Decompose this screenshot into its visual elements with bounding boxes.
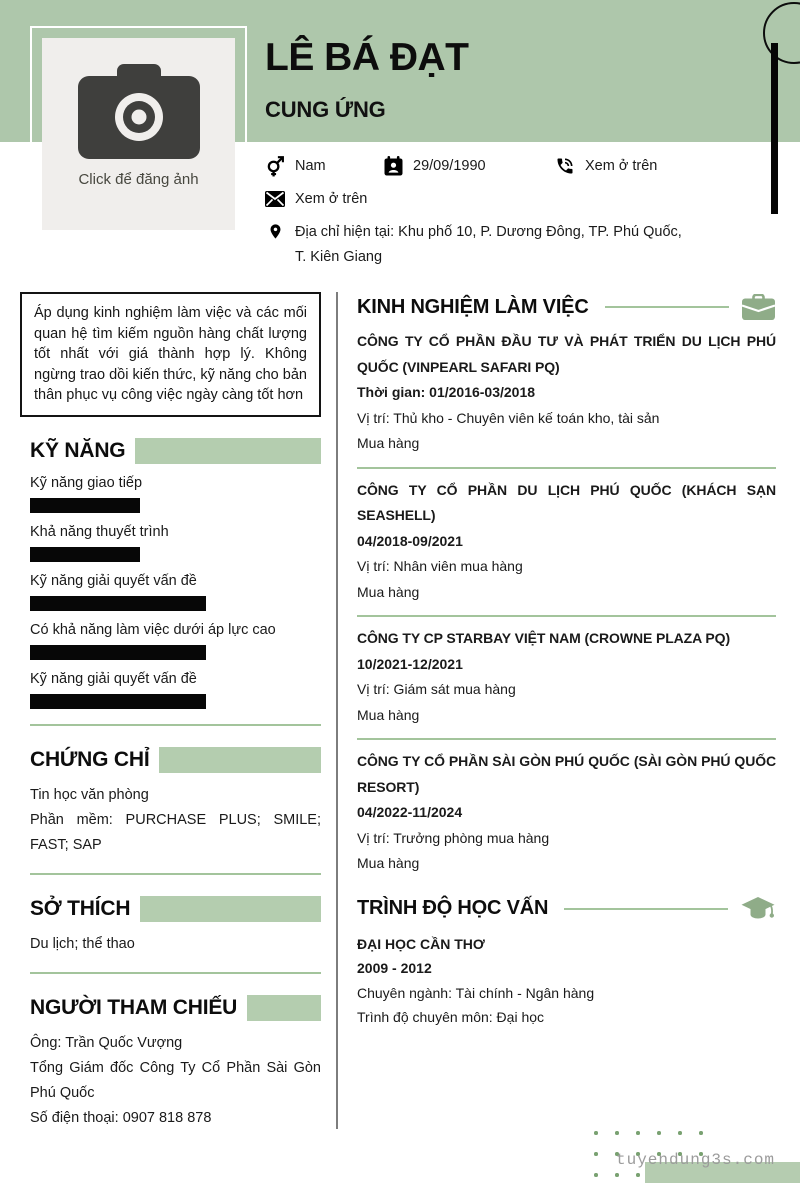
heading-accent-block — [135, 438, 321, 464]
reference-line: Số điện thoại: 0907 818 878 — [30, 1109, 212, 1126]
contact-address — [265, 220, 687, 270]
certificate-line: Phần mềm: PURCHASE PLUS; SMILE; FAST; SAP — [30, 811, 321, 853]
reference-line: Ông: Trần Quốc Vượng — [30, 1034, 183, 1051]
hobbies-title: SỞ THÍCH — [30, 896, 131, 920]
phone-value: Xem ở trên — [585, 158, 658, 174]
decor-dot — [699, 1131, 703, 1135]
education-title: TRÌNH ĐỘ HỌC VẤN — [357, 897, 549, 919]
location-pin-icon — [265, 220, 285, 242]
entry-divider — [357, 615, 776, 617]
experience-entry — [357, 329, 776, 457]
heading-accent-line — [605, 306, 729, 308]
company-name: CÔNG TY CỔ PHẦN ĐẦU TƯ VÀ PHÁT TRIỂN DU LỊCH PHÚ QUỐC (VINPEARL SAFARI PQ) — [357, 333, 776, 375]
decor-dot — [636, 1173, 640, 1177]
study-period: 2009 - 2012 — [357, 960, 432, 976]
degree: Trình độ chuyên môn: Đại học — [357, 1009, 545, 1025]
work-period: 10/2021-12/2021 — [357, 655, 463, 672]
skill-label: Kỹ năng giao tiếp — [30, 474, 143, 491]
major: Chuyên ngành: Tài chính - Ngân hàng — [357, 984, 595, 1001]
experience-entry — [357, 478, 776, 606]
skill-item — [30, 620, 321, 660]
email-value: Xem ở trên — [295, 191, 368, 207]
section-hobbies-heading — [30, 896, 321, 922]
certificates-title: CHỨNG CHỈ — [30, 747, 150, 771]
contact-birthday — [383, 155, 486, 177]
hobbies-text: Du lịch; thể thao — [30, 935, 135, 952]
decor-dot — [594, 1131, 598, 1135]
skill-level-bar — [30, 596, 206, 611]
section-divider — [30, 873, 321, 875]
section-references-heading — [30, 995, 321, 1021]
skill-level-bar — [30, 694, 206, 709]
mail-icon — [265, 188, 285, 210]
decor-dot — [594, 1152, 598, 1156]
decor-dot — [594, 1173, 598, 1177]
entry-divider — [357, 467, 776, 469]
work-period: 04/2022-11/2024 — [357, 804, 463, 820]
gender-icon — [265, 155, 285, 177]
skill-item — [30, 571, 321, 611]
left-column — [20, 292, 321, 1131]
work-period: 04/2018-09/2021 — [357, 532, 463, 549]
contact-email — [265, 188, 367, 210]
reference-line: Tổng Giám đốc Công Ty Cổ Phần Sài Gòn Phú Quốc — [30, 1059, 321, 1101]
work-position: Vị trí: Giám sát mua hàng — [357, 681, 516, 697]
full-name: LÊ BÁ ĐẠT — [265, 36, 469, 79]
work-department: Mua hàng — [357, 855, 420, 871]
section-certificates-heading — [30, 747, 321, 773]
birthday-value: 29/09/1990 — [413, 158, 486, 174]
skill-item — [30, 669, 321, 709]
applied-position: CUNG ỨNG — [265, 97, 386, 122]
work-department: Mua hàng — [357, 435, 420, 451]
skill-label: Khả năng thuyết trình — [30, 523, 169, 540]
references-title: NGƯỜI THAM CHIẾU — [30, 995, 238, 1019]
heading-accent-block — [140, 896, 321, 922]
skill-level-bar — [30, 498, 140, 513]
skill-item — [30, 473, 321, 513]
skill-label: Kỹ năng giải quyết vấn đề — [30, 572, 197, 589]
column-divider — [336, 292, 338, 1129]
right-column — [357, 292, 776, 1030]
decor-dot — [678, 1131, 682, 1135]
certificate-line: Tin học văn phòng — [30, 786, 149, 803]
heading-accent-block — [247, 995, 321, 1021]
entry-divider — [357, 738, 776, 740]
education-entry — [357, 932, 776, 1030]
briefcase-icon — [741, 294, 776, 321]
camera-icon — [78, 64, 200, 159]
skill-label: Có khả năng làm việc dưới áp lực cao — [30, 621, 276, 638]
work-position: Vị trí: Trưởng phòng mua hàng — [357, 829, 550, 846]
section-skills-heading — [30, 438, 321, 464]
work-period: Thời gian: 01/2016-03/2018 — [357, 384, 536, 400]
heading-accent-block — [159, 747, 321, 773]
skill-level-bar — [30, 547, 140, 562]
decor-dot — [636, 1131, 640, 1135]
contact-gender — [265, 155, 326, 177]
section-education-heading — [357, 894, 776, 924]
photo-upload-placeholder[interactable] — [42, 38, 235, 230]
phone-icon — [555, 155, 575, 177]
work-department: Mua hàng — [357, 583, 420, 600]
watermark: tuyendung3s.com — [616, 1151, 776, 1169]
heading-accent-line — [564, 908, 728, 910]
work-position: Vị trí: Thủ kho - Chuyên viên kế toán kho, tài sản — [357, 409, 660, 426]
photo-caption: Click để đăng ảnh — [78, 171, 199, 188]
calendar-icon — [383, 155, 403, 177]
section-divider — [30, 724, 321, 726]
company-name: CÔNG TY CỔ PHẦN SÀI GÒN PHÚ QUỐC (SÀI GÒN PHÚ QUỐC RESORT) — [357, 753, 776, 795]
experience-entry — [357, 626, 776, 728]
graduation-cap-icon — [740, 896, 776, 922]
decor-dot — [615, 1173, 619, 1177]
company-name: CÔNG TY CỔ PHẦN DU LỊCH PHÚ QUỐC (KHÁCH SẠN SEASHELL) — [357, 481, 776, 523]
summary-box: Áp dụng kinh nghiệm làm việc và các mối quan hệ tìm kiếm nguồn hàng chất lượng tốt nhất với giá thành hợp lý. Không ngừng trao dồi kiến thức, kỹ năng cho bản thân phục vụ công việc ngày càng tốt hơn — [20, 292, 321, 417]
experience-title: KINH NGHIỆM LÀM VIỆC — [357, 295, 589, 318]
skills-title: KỸ NĂNG — [30, 438, 126, 462]
section-divider — [30, 972, 321, 974]
address-value: Địa chỉ hiện tại: Khu phố 10, P. Dương Đông, TP. Phú Quốc, T. Kiên Giang — [295, 224, 682, 265]
skill-label: Kỹ năng giải quyết vấn đề — [30, 670, 197, 687]
work-department: Mua hàng — [357, 706, 420, 723]
company-name: CÔNG TY CP STARBAY VIỆT NAM (CROWNE PLAZA PQ) — [357, 630, 731, 646]
decor-dot — [657, 1131, 661, 1135]
skill-item — [30, 522, 321, 562]
decor-dot — [615, 1131, 619, 1135]
gender-value: Nam — [295, 158, 326, 174]
experience-entry — [357, 749, 776, 877]
section-experience-heading — [357, 292, 776, 322]
contact-phone — [555, 155, 657, 177]
work-position: Vị trí: Nhân viên mua hàng — [357, 558, 523, 574]
skill-level-bar — [30, 645, 206, 660]
decor-vertical-bar — [771, 43, 778, 214]
school-name: ĐẠI HỌC CẦN THƠ — [357, 935, 485, 952]
